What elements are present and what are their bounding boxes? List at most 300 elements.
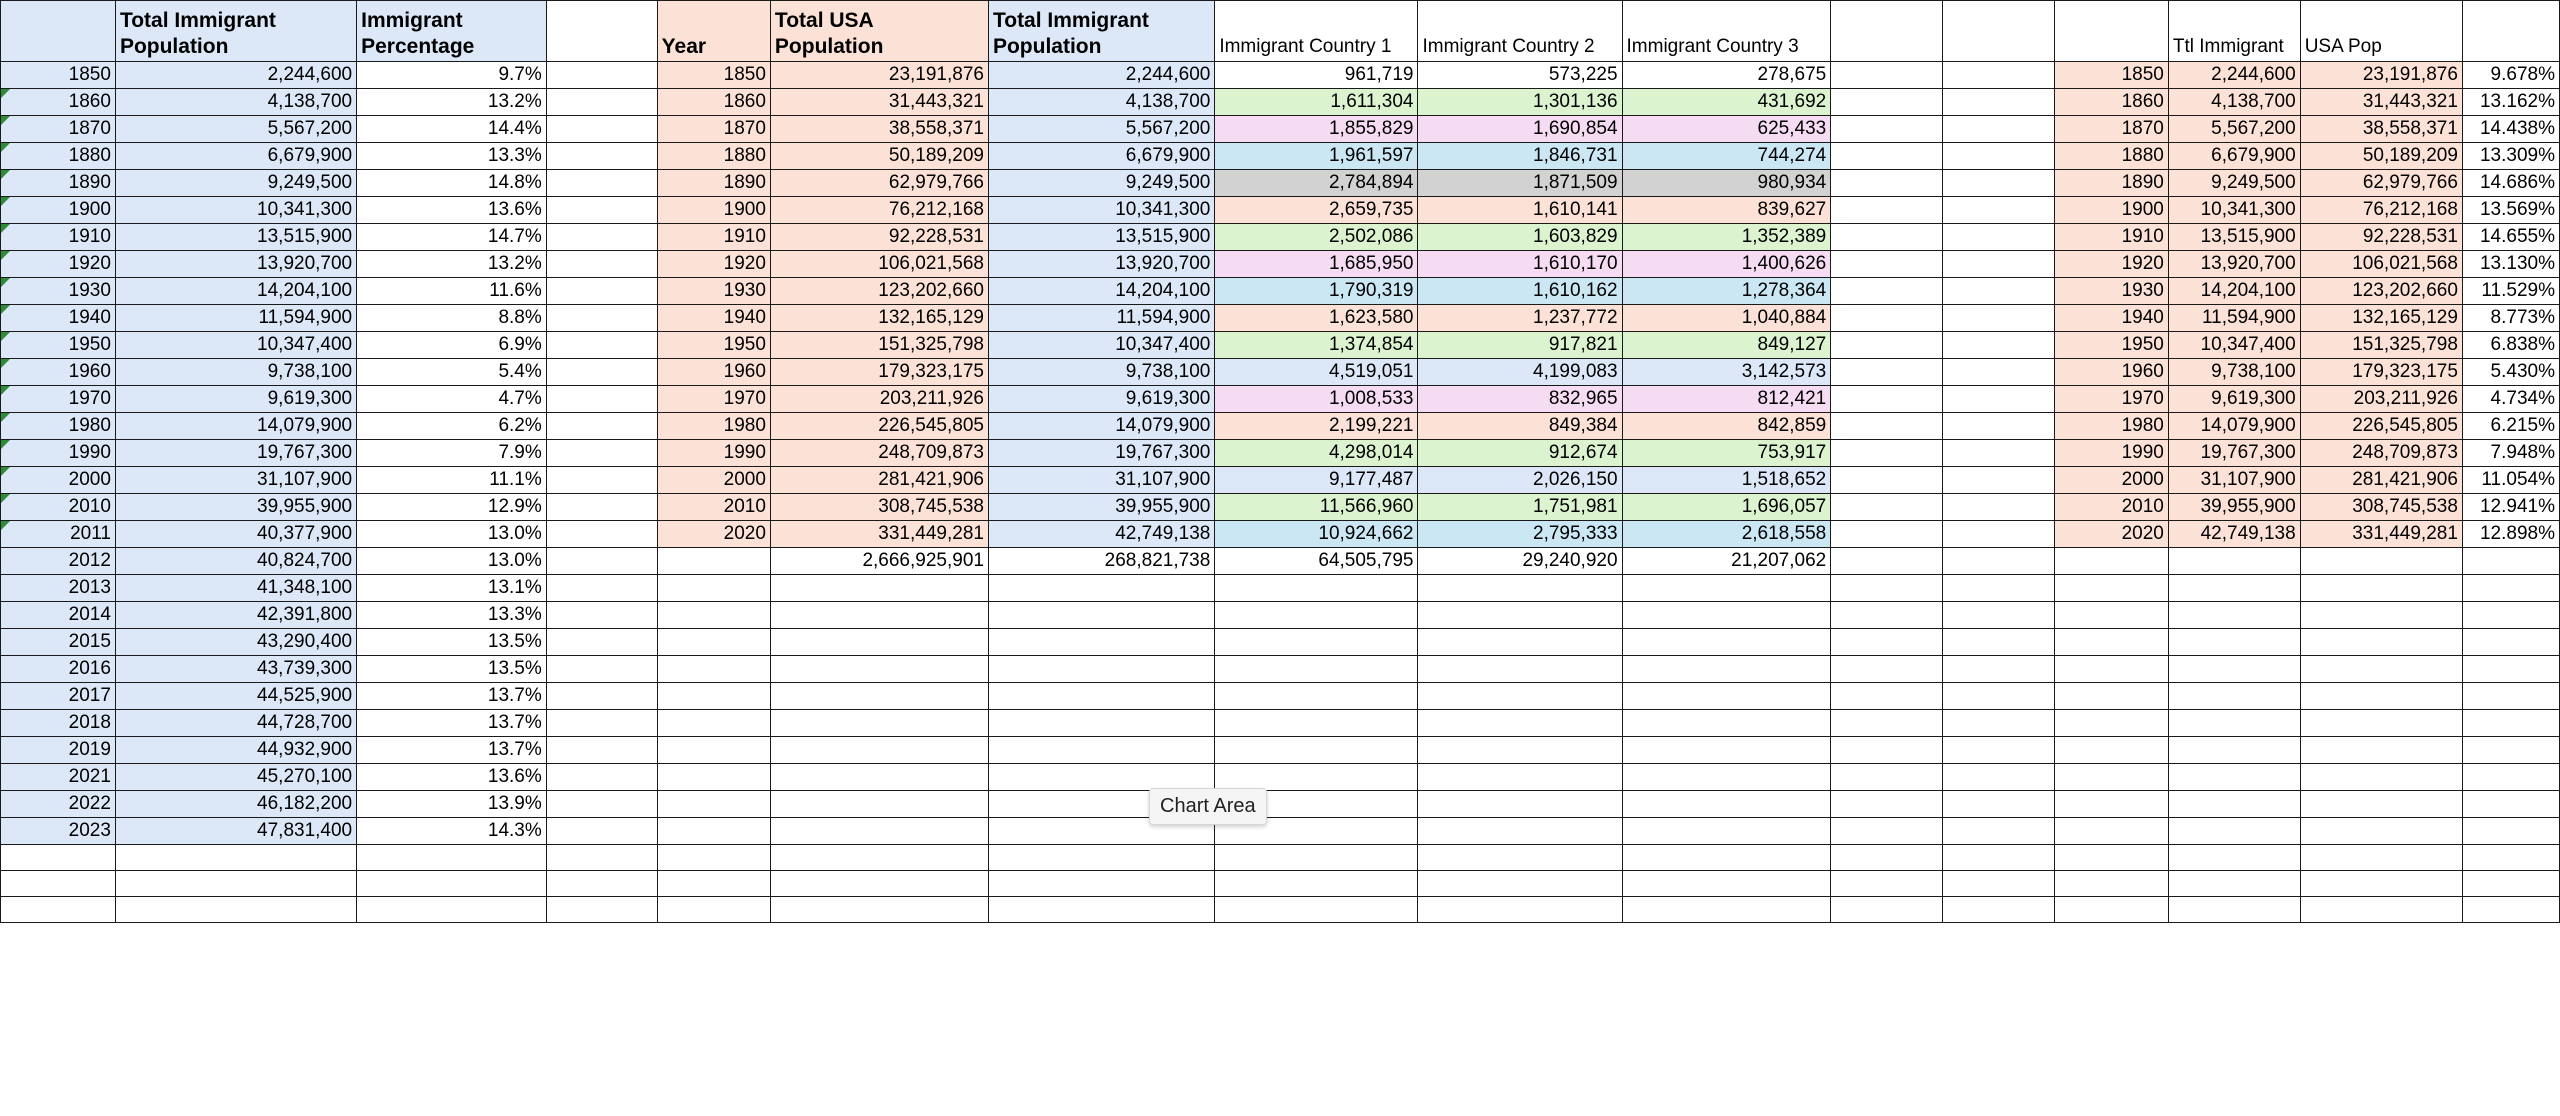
data-cell[interactable]: 9,738,100 [2168, 359, 2300, 386]
cell[interactable] [2054, 548, 2168, 575]
cell[interactable] [2462, 897, 2559, 923]
cell[interactable] [546, 251, 657, 278]
cell[interactable] [546, 656, 657, 683]
cell[interactable] [988, 871, 1214, 897]
cell[interactable] [1215, 710, 1418, 737]
year-cell[interactable]: 1950 [657, 332, 770, 359]
cell[interactable] [1943, 440, 2055, 467]
cell[interactable] [1831, 602, 1943, 629]
cell[interactable] [1418, 575, 1622, 602]
cell[interactable] [2462, 737, 2559, 764]
data-cell[interactable]: 4,138,700 [988, 89, 1214, 116]
cell[interactable] [2462, 575, 2559, 602]
data-cell[interactable]: 9,619,300 [988, 386, 1214, 413]
cell[interactable] [2462, 683, 2559, 710]
data-cell[interactable]: 10,341,300 [988, 197, 1214, 224]
cell[interactable] [2462, 845, 2559, 871]
cell[interactable] [546, 683, 657, 710]
year-cell[interactable]: 1850 [657, 62, 770, 89]
cell[interactable] [1622, 575, 1831, 602]
data-cell[interactable]: 6,679,900 [988, 143, 1214, 170]
cell[interactable] [2168, 818, 2300, 845]
data-cell[interactable]: 226,545,805 [770, 413, 988, 440]
cell[interactable] [1622, 871, 1831, 897]
cell[interactable] [1831, 897, 1943, 923]
data-cell[interactable]: 5.4% [357, 359, 547, 386]
data-cell[interactable]: 13.0% [357, 521, 547, 548]
data-cell[interactable]: 19,767,300 [115, 440, 356, 467]
data-cell[interactable]: 50,189,209 [2300, 143, 2462, 170]
cell[interactable] [1943, 170, 2055, 197]
data-cell[interactable]: 40,824,700 [115, 548, 356, 575]
data-cell[interactable]: 1,610,170 [1418, 251, 1622, 278]
data-cell[interactable]: 2,244,600 [2168, 62, 2300, 89]
cell[interactable] [1418, 764, 1622, 791]
data-cell[interactable]: 11,566,960 [1215, 494, 1418, 521]
data-cell[interactable]: 9,738,100 [115, 359, 356, 386]
data-cell[interactable]: 9,249,500 [988, 170, 1214, 197]
data-cell[interactable]: 11,594,900 [988, 305, 1214, 332]
data-cell[interactable]: 23,191,876 [770, 62, 988, 89]
cell[interactable] [546, 818, 657, 845]
cell[interactable] [1622, 818, 1831, 845]
cell[interactable] [1943, 359, 2055, 386]
data-cell[interactable]: 6.2% [357, 413, 547, 440]
cell[interactable] [2168, 656, 2300, 683]
cell[interactable] [988, 683, 1214, 710]
year-cell[interactable]: 1870 [2054, 116, 2168, 143]
data-cell[interactable]: 44,525,900 [115, 683, 356, 710]
cell[interactable] [2054, 897, 2168, 923]
data-cell[interactable]: 13.2% [357, 89, 547, 116]
data-cell[interactable]: 132,165,129 [770, 305, 988, 332]
data-cell[interactable]: 308,745,538 [770, 494, 988, 521]
cell[interactable] [546, 305, 657, 332]
cell[interactable] [2054, 818, 2168, 845]
cell[interactable] [1418, 818, 1622, 845]
data-cell[interactable]: 744,274 [1622, 143, 1831, 170]
year-cell[interactable]: 2020 [2054, 521, 2168, 548]
cell[interactable] [1418, 737, 1622, 764]
cell[interactable] [1943, 683, 2055, 710]
cell[interactable] [1831, 521, 1943, 548]
cell[interactable] [1943, 629, 2055, 656]
data-cell[interactable]: 43,290,400 [115, 629, 356, 656]
data-cell[interactable]: 832,965 [1418, 386, 1622, 413]
cell[interactable] [1418, 629, 1622, 656]
data-cell[interactable]: 46,182,200 [115, 791, 356, 818]
cell[interactable] [546, 143, 657, 170]
data-cell[interactable]: 13.1% [357, 575, 547, 602]
cell[interactable] [546, 764, 657, 791]
cell[interactable] [1943, 602, 2055, 629]
cell[interactable] [546, 845, 657, 871]
cell[interactable] [546, 629, 657, 656]
cell[interactable] [115, 845, 356, 871]
cell[interactable] [657, 845, 770, 871]
cell[interactable] [657, 710, 770, 737]
cell[interactable] [1943, 197, 2055, 224]
cell[interactable] [1943, 251, 2055, 278]
data-cell[interactable]: 13.7% [357, 710, 547, 737]
year-cell[interactable]: 1860 [1, 89, 116, 116]
data-cell[interactable]: 2,199,221 [1215, 413, 1418, 440]
data-cell[interactable]: 10,347,400 [115, 332, 356, 359]
data-cell[interactable]: 179,323,175 [2300, 359, 2462, 386]
cell[interactable] [1622, 629, 1831, 656]
data-cell[interactable]: 38,558,371 [770, 116, 988, 143]
header-cell[interactable]: Total Immigrant Population [988, 1, 1214, 62]
cell[interactable] [770, 629, 988, 656]
year-cell[interactable]: 2014 [1, 602, 116, 629]
year-cell[interactable]: 1980 [1, 413, 116, 440]
year-cell[interactable]: 1960 [2054, 359, 2168, 386]
data-cell[interactable]: 912,674 [1418, 440, 1622, 467]
total-cell[interactable]: 268,821,738 [988, 548, 1214, 575]
cell[interactable] [2462, 871, 2559, 897]
data-cell[interactable]: 10,347,400 [988, 332, 1214, 359]
header-cell[interactable]: Immigrant Country 1 [1215, 1, 1418, 62]
data-cell[interactable]: 10,341,300 [115, 197, 356, 224]
year-cell[interactable]: 2010 [657, 494, 770, 521]
year-cell[interactable]: 2013 [1, 575, 116, 602]
cell[interactable] [1418, 845, 1622, 871]
data-cell[interactable]: 2,659,735 [1215, 197, 1418, 224]
cell[interactable] [1, 845, 116, 871]
cell[interactable] [2168, 764, 2300, 791]
year-cell[interactable]: 2000 [657, 467, 770, 494]
cell[interactable] [1622, 602, 1831, 629]
header-cell[interactable]: Immigrant Country 3 [1622, 1, 1831, 62]
cell[interactable] [2300, 683, 2462, 710]
cell[interactable] [546, 386, 657, 413]
data-cell[interactable]: 4.7% [357, 386, 547, 413]
total-cell[interactable]: 64,505,795 [1215, 548, 1418, 575]
data-cell[interactable]: 625,433 [1622, 116, 1831, 143]
data-cell[interactable]: 2,502,086 [1215, 224, 1418, 251]
cell[interactable] [657, 683, 770, 710]
cell[interactable] [2168, 548, 2300, 575]
cell[interactable] [1943, 413, 2055, 440]
data-cell[interactable]: 1,603,829 [1418, 224, 1622, 251]
data-cell[interactable]: 11.054% [2462, 467, 2559, 494]
year-cell[interactable]: 1990 [657, 440, 770, 467]
data-cell[interactable]: 4,138,700 [2168, 89, 2300, 116]
data-cell[interactable]: 14.7% [357, 224, 547, 251]
total-cell[interactable]: 2,666,925,901 [770, 548, 988, 575]
cell[interactable] [1943, 548, 2055, 575]
cell[interactable] [1418, 710, 1622, 737]
data-cell[interactable]: 39,955,900 [988, 494, 1214, 521]
cell[interactable] [1215, 871, 1418, 897]
cell[interactable] [770, 791, 988, 818]
data-cell[interactable]: 13.7% [357, 737, 547, 764]
cell[interactable] [2300, 737, 2462, 764]
year-cell[interactable]: 1850 [1, 62, 116, 89]
cell[interactable] [657, 871, 770, 897]
cell[interactable] [1831, 764, 1943, 791]
cell[interactable] [1831, 224, 1943, 251]
data-cell[interactable]: 7.9% [357, 440, 547, 467]
cell[interactable] [1215, 656, 1418, 683]
cell[interactable] [1418, 656, 1622, 683]
cell[interactable] [1831, 683, 1943, 710]
header-cell[interactable] [546, 1, 657, 62]
header-cell[interactable]: Ttl Immigrant [2168, 1, 2300, 62]
data-cell[interactable]: 9,619,300 [2168, 386, 2300, 413]
data-cell[interactable]: 248,709,873 [770, 440, 988, 467]
cell[interactable] [988, 845, 1214, 871]
data-cell[interactable]: 1,374,854 [1215, 332, 1418, 359]
cell[interactable] [1943, 467, 2055, 494]
data-cell[interactable]: 13.162% [2462, 89, 2559, 116]
cell[interactable] [115, 871, 356, 897]
data-cell[interactable]: 106,021,568 [770, 251, 988, 278]
header-cell[interactable] [1943, 1, 2055, 62]
data-cell[interactable]: 13.9% [357, 791, 547, 818]
cell[interactable] [1831, 332, 1943, 359]
cell[interactable] [2054, 656, 2168, 683]
cell[interactable] [1831, 710, 1943, 737]
data-cell[interactable]: 2,244,600 [988, 62, 1214, 89]
cell[interactable] [546, 897, 657, 923]
data-cell[interactable]: 42,749,138 [2168, 521, 2300, 548]
data-cell[interactable]: 1,690,854 [1418, 116, 1622, 143]
data-cell[interactable]: 1,790,319 [1215, 278, 1418, 305]
cell[interactable] [657, 791, 770, 818]
cell[interactable] [1831, 278, 1943, 305]
cell[interactable] [657, 897, 770, 923]
data-cell[interactable]: 278,675 [1622, 62, 1831, 89]
data-cell[interactable]: 2,795,333 [1418, 521, 1622, 548]
cell[interactable] [546, 871, 657, 897]
cell[interactable] [657, 737, 770, 764]
cell[interactable] [770, 602, 988, 629]
cell[interactable] [1831, 656, 1943, 683]
data-cell[interactable]: 11,594,900 [2168, 305, 2300, 332]
data-cell[interactable]: 14,204,100 [988, 278, 1214, 305]
year-cell[interactable]: 1960 [657, 359, 770, 386]
cell[interactable] [2462, 548, 2559, 575]
cell[interactable] [546, 197, 657, 224]
cell[interactable] [1831, 575, 1943, 602]
cell[interactable] [2462, 791, 2559, 818]
data-cell[interactable]: 1,871,509 [1418, 170, 1622, 197]
cell[interactable] [1622, 764, 1831, 791]
cell[interactable] [657, 656, 770, 683]
data-cell[interactable]: 9,249,500 [115, 170, 356, 197]
cell[interactable] [357, 871, 547, 897]
cell[interactable] [546, 494, 657, 521]
data-cell[interactable]: 849,384 [1418, 413, 1622, 440]
cell[interactable] [2168, 897, 2300, 923]
cell[interactable] [1943, 62, 2055, 89]
data-cell[interactable]: 42,749,138 [988, 521, 1214, 548]
data-cell[interactable]: 6.838% [2462, 332, 2559, 359]
data-cell[interactable]: 19,767,300 [988, 440, 1214, 467]
year-cell[interactable]: 1930 [657, 278, 770, 305]
data-cell[interactable]: 12.941% [2462, 494, 2559, 521]
cell[interactable] [1215, 629, 1418, 656]
cell[interactable] [1622, 897, 1831, 923]
data-cell[interactable]: 5,567,200 [115, 116, 356, 143]
data-cell[interactable]: 123,202,660 [2300, 278, 2462, 305]
data-cell[interactable]: 331,449,281 [770, 521, 988, 548]
cell[interactable] [2300, 710, 2462, 737]
year-cell[interactable]: 1930 [2054, 278, 2168, 305]
cell[interactable] [2168, 871, 2300, 897]
cell[interactable] [1943, 494, 2055, 521]
cell[interactable] [2300, 818, 2462, 845]
year-cell[interactable]: 1890 [2054, 170, 2168, 197]
data-cell[interactable]: 40,377,900 [115, 521, 356, 548]
cell[interactable] [1622, 737, 1831, 764]
data-cell[interactable]: 13.2% [357, 251, 547, 278]
cell[interactable] [1418, 683, 1622, 710]
data-cell[interactable]: 11,594,900 [115, 305, 356, 332]
data-cell[interactable]: 10,924,662 [1215, 521, 1418, 548]
cell[interactable] [770, 764, 988, 791]
cell[interactable] [2462, 710, 2559, 737]
header-cell[interactable] [2462, 1, 2559, 62]
cell[interactable] [2300, 629, 2462, 656]
cell[interactable] [1943, 143, 2055, 170]
cell[interactable] [2168, 791, 2300, 818]
data-cell[interactable]: 13.309% [2462, 143, 2559, 170]
year-cell[interactable]: 2010 [2054, 494, 2168, 521]
data-cell[interactable]: 10,341,300 [2168, 197, 2300, 224]
year-cell[interactable]: 1990 [2054, 440, 2168, 467]
year-cell[interactable]: 1970 [2054, 386, 2168, 413]
cell[interactable] [1, 897, 116, 923]
data-cell[interactable]: 13,515,900 [988, 224, 1214, 251]
cell[interactable] [2462, 764, 2559, 791]
cell[interactable] [1418, 897, 1622, 923]
year-cell[interactable]: 1970 [1, 386, 116, 413]
data-cell[interactable]: 43,739,300 [115, 656, 356, 683]
cell[interactable] [2054, 791, 2168, 818]
data-cell[interactable]: 1,008,533 [1215, 386, 1418, 413]
cell[interactable] [2462, 818, 2559, 845]
cell[interactable] [1943, 224, 2055, 251]
year-cell[interactable]: 2017 [1, 683, 116, 710]
data-cell[interactable]: 7.948% [2462, 440, 2559, 467]
cell[interactable] [1943, 871, 2055, 897]
cell[interactable] [1943, 278, 2055, 305]
cell[interactable] [1943, 305, 2055, 332]
data-cell[interactable]: 1,846,731 [1418, 143, 1622, 170]
data-cell[interactable]: 4.734% [2462, 386, 2559, 413]
data-cell[interactable]: 13.6% [357, 764, 547, 791]
cell[interactable] [546, 548, 657, 575]
data-cell[interactable]: 62,979,766 [770, 170, 988, 197]
data-cell[interactable]: 23,191,876 [2300, 62, 2462, 89]
year-cell[interactable]: 2018 [1, 710, 116, 737]
header-cell[interactable]: Immigrant Country 2 [1418, 1, 1622, 62]
year-cell[interactable]: 1940 [1, 305, 116, 332]
data-cell[interactable]: 13.569% [2462, 197, 2559, 224]
year-cell[interactable]: 2016 [1, 656, 116, 683]
cell[interactable] [1943, 656, 2055, 683]
cell[interactable] [357, 897, 547, 923]
data-cell[interactable]: 1,518,652 [1622, 467, 1831, 494]
year-cell[interactable]: 1850 [2054, 62, 2168, 89]
cell[interactable] [657, 818, 770, 845]
data-cell[interactable]: 11.529% [2462, 278, 2559, 305]
year-cell[interactable]: 1940 [2054, 305, 2168, 332]
data-cell[interactable]: 9,619,300 [115, 386, 356, 413]
cell[interactable] [988, 737, 1214, 764]
data-cell[interactable]: 839,627 [1622, 197, 1831, 224]
header-cell[interactable] [2054, 1, 2168, 62]
year-cell[interactable]: 1970 [657, 386, 770, 413]
data-cell[interactable]: 5,567,200 [2168, 116, 2300, 143]
cell[interactable] [988, 710, 1214, 737]
data-cell[interactable]: 248,709,873 [2300, 440, 2462, 467]
data-cell[interactable]: 76,212,168 [770, 197, 988, 224]
cell[interactable] [546, 737, 657, 764]
cell[interactable] [1831, 440, 1943, 467]
data-cell[interactable]: 9.678% [2462, 62, 2559, 89]
data-cell[interactable]: 3,142,573 [1622, 359, 1831, 386]
data-cell[interactable]: 331,449,281 [2300, 521, 2462, 548]
data-cell[interactable]: 1,352,389 [1622, 224, 1831, 251]
year-cell[interactable]: 1870 [657, 116, 770, 143]
year-cell[interactable]: 1940 [657, 305, 770, 332]
cell[interactable] [2462, 629, 2559, 656]
data-cell[interactable]: 31,443,321 [2300, 89, 2462, 116]
data-cell[interactable]: 14.655% [2462, 224, 2559, 251]
data-cell[interactable]: 4,519,051 [1215, 359, 1418, 386]
data-cell[interactable]: 13.5% [357, 656, 547, 683]
cell[interactable] [770, 710, 988, 737]
data-cell[interactable]: 812,421 [1622, 386, 1831, 413]
data-cell[interactable]: 38,558,371 [2300, 116, 2462, 143]
data-cell[interactable]: 14.4% [357, 116, 547, 143]
year-cell[interactable]: 2020 [657, 521, 770, 548]
data-cell[interactable]: 6,679,900 [2168, 143, 2300, 170]
cell[interactable] [1831, 116, 1943, 143]
cell[interactable] [546, 467, 657, 494]
year-cell[interactable]: 1880 [1, 143, 116, 170]
data-cell[interactable]: 2,618,558 [1622, 521, 1831, 548]
cell[interactable] [2054, 871, 2168, 897]
data-cell[interactable]: 753,917 [1622, 440, 1831, 467]
cell[interactable] [2300, 602, 2462, 629]
data-cell[interactable]: 92,228,531 [2300, 224, 2462, 251]
data-cell[interactable]: 849,127 [1622, 332, 1831, 359]
year-cell[interactable]: 2010 [1, 494, 116, 521]
cell[interactable] [770, 737, 988, 764]
total-cell[interactable] [657, 548, 770, 575]
cell[interactable] [2168, 845, 2300, 871]
cell[interactable] [1831, 359, 1943, 386]
cell[interactable] [2300, 764, 2462, 791]
cell[interactable] [1831, 305, 1943, 332]
cell[interactable] [770, 656, 988, 683]
cell[interactable] [546, 116, 657, 143]
data-cell[interactable]: 44,932,900 [115, 737, 356, 764]
cell[interactable] [657, 575, 770, 602]
cell[interactable] [2054, 683, 2168, 710]
data-cell[interactable]: 4,298,014 [1215, 440, 1418, 467]
cell[interactable] [2300, 575, 2462, 602]
data-cell[interactable]: 8.8% [357, 305, 547, 332]
cell[interactable] [546, 575, 657, 602]
year-cell[interactable]: 1990 [1, 440, 116, 467]
cell[interactable] [1831, 818, 1943, 845]
cell[interactable] [1215, 897, 1418, 923]
